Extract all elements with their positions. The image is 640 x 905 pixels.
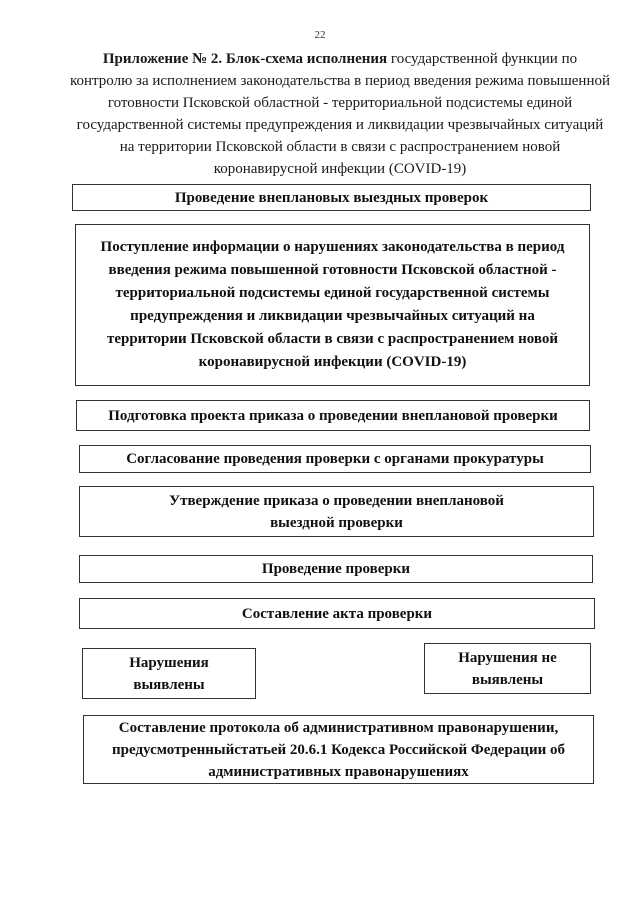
box-prepare-order-label: Подготовка проекта приказа о проведении внеплановой проверки: [108, 407, 558, 424]
box-violations-not-found-label: Нарушения не выявлены: [458, 649, 557, 688]
box-violations-found-label: Нарушения выявлены: [129, 654, 209, 693]
box-unscheduled-inspections-label: Проведение внеплановых выездных проверок: [174, 189, 489, 206]
box-violations-found: [82, 648, 256, 699]
box-agreement-prosecutor-label: Согласование проведения проверки с органами прокуратуры: [126, 451, 544, 467]
document-heading: [70, 48, 610, 180]
box-prepare-order: [76, 400, 590, 431]
box-conduct-inspection: [79, 555, 593, 583]
box-conduct-inspection-label: Проведение проверки: [261, 561, 411, 577]
box-approve-order-label: Утверждение приказа о проведении внеплановой выездной проверки: [169, 492, 504, 531]
box-receipt-of-information-label: Поступление информации о нарушениях законодательства в период введения режима повышенной готовности Псковской областной - территориальной подсистемы единой государственной системы предупреждения и ликвидации чрезвычайных ситуаций на территории Псковской области в связи с распространением новой коронавирусной инфекции (COVID-19): [100, 239, 565, 370]
box-draw-up-act-label: Составление акта проверки: [241, 605, 433, 622]
box-violations-not-found: [424, 643, 591, 694]
box-protocol: [83, 715, 594, 784]
page-number: 22: [314, 29, 326, 41]
box-protocol-label: Составление протокола об административном правонарушении, предусмотренныйстатьей 20.6.1 Кодекса Российской Федерации об административных правонарушениях: [112, 719, 565, 780]
heading-bold-title: Приложение № 2. Блок-схема исполнения: [102, 51, 388, 67]
box-receipt-of-information: [75, 224, 590, 386]
box-approve-order: [79, 486, 594, 537]
heading-description: государственной функции по контролю за исполнением законодательства в период введения режима повышенной готовности Псковской областной - территориальной подсистемы единой государственной системы предупреждения и ликвидации чрезвычайных ситуаций на территории Псковской области в связи с распространением новой коронавирусной инфекции (COVID-19): [70, 51, 611, 177]
box-draw-up-act: [79, 598, 595, 629]
box-unscheduled-inspections: [72, 184, 591, 211]
box-agreement-prosecutor: [79, 445, 591, 473]
